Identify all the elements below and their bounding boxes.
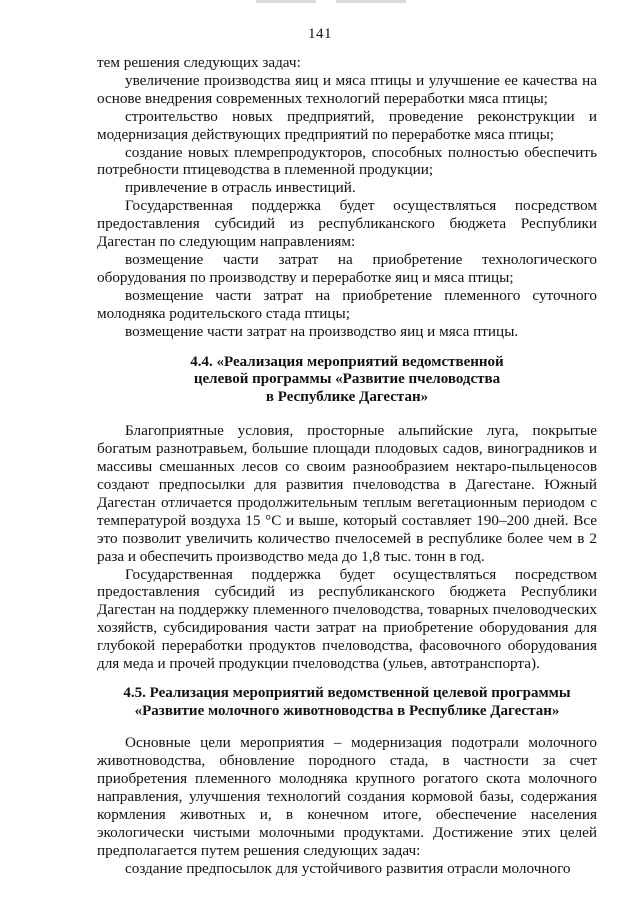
list-item: возмещение части затрат на производство яиц и мяса птицы.	[125, 322, 519, 340]
paragraph: Основные цели мероприятия – модернизация подотрали молочного животноводства, обновление породного стада, в частности за счет приобретения племенного молодняка крупного рогатого скота молочного направления, улучшения технологий создания кормовой базы, содержания кормления животных и, в конечном итоге, обеспечение населения экологически чистыми молочными продуктами. Достижение этих целей предполагается путем решения следующих задач:	[97, 734, 597, 859]
list-item: строительство новых предприятий, проведение реконструкции и модернизация действующих предприятий по переработке мяса птицы;	[97, 107, 597, 143]
list-item: создание новых племрепродукторов, способных полностью обеспечить потребности птицеводства в племенной продукции;	[97, 143, 597, 179]
heading-line: 4.5. Реализация мероприятий ведомственной целевой программы	[123, 684, 571, 701]
heading-line: в Республике Дагестан»	[265, 388, 429, 405]
scan-mark-left	[256, 0, 316, 3]
section-4-5-heading	[97, 685, 597, 720]
list-item: увеличение производства яиц и мяса птицы и улучшение ее качества на основе внедрения современных технологий переработки мяса птицы;	[97, 71, 597, 107]
paragraph: Государственная поддержка будет осуществляться посредством предоставления субсидий из республиканского бюджета Республики Дагестан по следующим направлениям:	[97, 197, 597, 251]
scan-mark-right	[336, 0, 406, 3]
paragraph: Государственная поддержка будет осуществляться посредством предоставления субсидий из республиканского бюджета Республики Дагестан на поддержку племенного пчеловодства, товарных пчеловодческих хозяйств, субсидирования части затрат на приобретение оборудования для глубокой переработки продуктов пчеловодства, фасовочного оборудования для меда и прочей продукции пчеловодства (ульев, автотранспорта).	[97, 565, 597, 673]
heading-line: 4.4. «Реализация мероприятий ведомственной	[190, 353, 504, 370]
heading-line: целевой программы «Развитие пчеловодства	[193, 371, 501, 388]
paragraph: Благоприятные условия, просторные альпийские луга, покрытые богатым разнотравьем, большие площади плодовых садов, виноградников и массивы смешанных лесов со своим разнообразием нектаро-пыльценосов создают предпосылки для развития пчеловодства в Дагестане. Южный Дагестан отличается продолжительным теплым вегетационным периодом с температурой воздуха 15 °С и выше, который составляет 190–200 дней. Все это позволит увеличить количество пчелосемей в республике более чем в 2 раза и обеспечить производство меда до 1,8 тыс. тонн в год.	[97, 422, 597, 565]
section-4-4-heading	[97, 354, 597, 407]
paragraph: тем решения следующих задач:	[97, 54, 301, 71]
document-body	[97, 54, 597, 877]
list-item: возмещение части затрат на приобретение технологического оборудования по производству и переработке яиц и мяса птицы;	[97, 250, 597, 286]
list-item: привлечение в отрасль инвестиций.	[125, 179, 356, 197]
list-item: возмещение части затрат на приобретение племенного суточного молодняка родительского стада птицы;	[97, 286, 597, 322]
page-number: 141	[308, 26, 332, 42]
heading-line: «Развитие молочного животноводства в Республике Дагестан»	[134, 702, 560, 719]
list-item: создание предпосылок для устойчивого развития отрасли молочного	[125, 859, 571, 877]
